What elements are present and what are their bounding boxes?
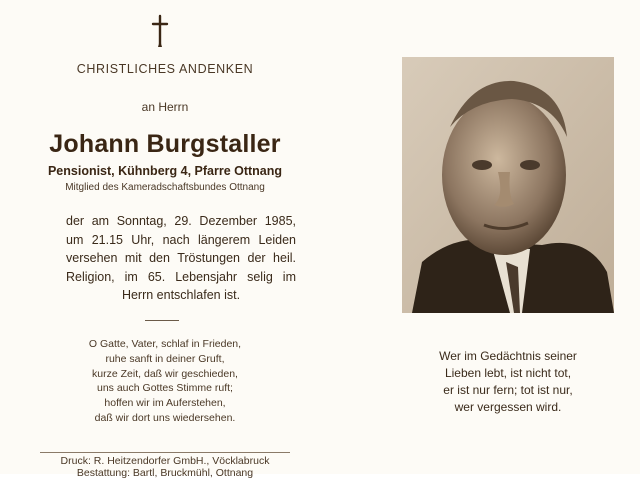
- notice-line: versehen mit den Tröstungen der heil.: [66, 251, 296, 265]
- memorial-quote: [400, 348, 616, 416]
- poem-line: uns auch Gottes Stimme ruft;: [97, 382, 233, 395]
- occupation-address: Pensionist, Kühnberg 4, Pfarre Ottnang: [47, 164, 283, 178]
- poem-line: O Gatte, Vater, schlaf in Frieden,: [88, 338, 242, 350]
- printer-credits: [40, 452, 290, 479]
- divider: [145, 320, 179, 321]
- poem-line: hoffen wir im Auferstehen,: [104, 397, 226, 410]
- notice-line: um 21.15 Uhr, nach längerem Leiden: [66, 232, 296, 247]
- notice-line: der am Sonntag, 29. Dezember 1985,: [66, 214, 296, 228]
- poem-line: ruhe sanft in deiner Gruft,: [105, 352, 225, 365]
- salutation: an Herrn: [141, 100, 189, 114]
- printer-line: Druck: R. Heitzendorfer GmbH., Vöcklabruck: [60, 455, 270, 467]
- quote-line: Lieben lebt, ist nicht tot,: [444, 366, 572, 380]
- quote-line: Wer im Gedächtnis seiner: [439, 349, 577, 363]
- poem-line: kurze Zeit, daß wir geschieden,: [92, 367, 238, 380]
- card-heading: CHRISTLICHES ANDENKEN: [76, 62, 254, 76]
- poem-line: daß wir dort uns wiedersehen.: [94, 411, 236, 424]
- memorial-poem: [40, 337, 290, 426]
- notice-line: Religion, im 65. Lebensjahr selig im: [66, 269, 296, 284]
- printer-line: Bestattung: Bartl, Bruckmühl, Ottnang: [76, 467, 254, 479]
- deceased-name: Johann Burgstaller: [49, 130, 281, 158]
- cross-icon: [150, 14, 170, 48]
- quote-line: er ist nur fern; tot ist nur,: [443, 383, 573, 397]
- quote-line: wer vergessen wird.: [454, 400, 562, 414]
- death-notice-text: [66, 212, 296, 305]
- portrait-photo: [402, 57, 614, 313]
- membership-line: Mitglied des Kameradschaftsbundes Ottnang: [65, 182, 265, 193]
- notice-line: Herrn entschlafen ist.: [121, 288, 241, 302]
